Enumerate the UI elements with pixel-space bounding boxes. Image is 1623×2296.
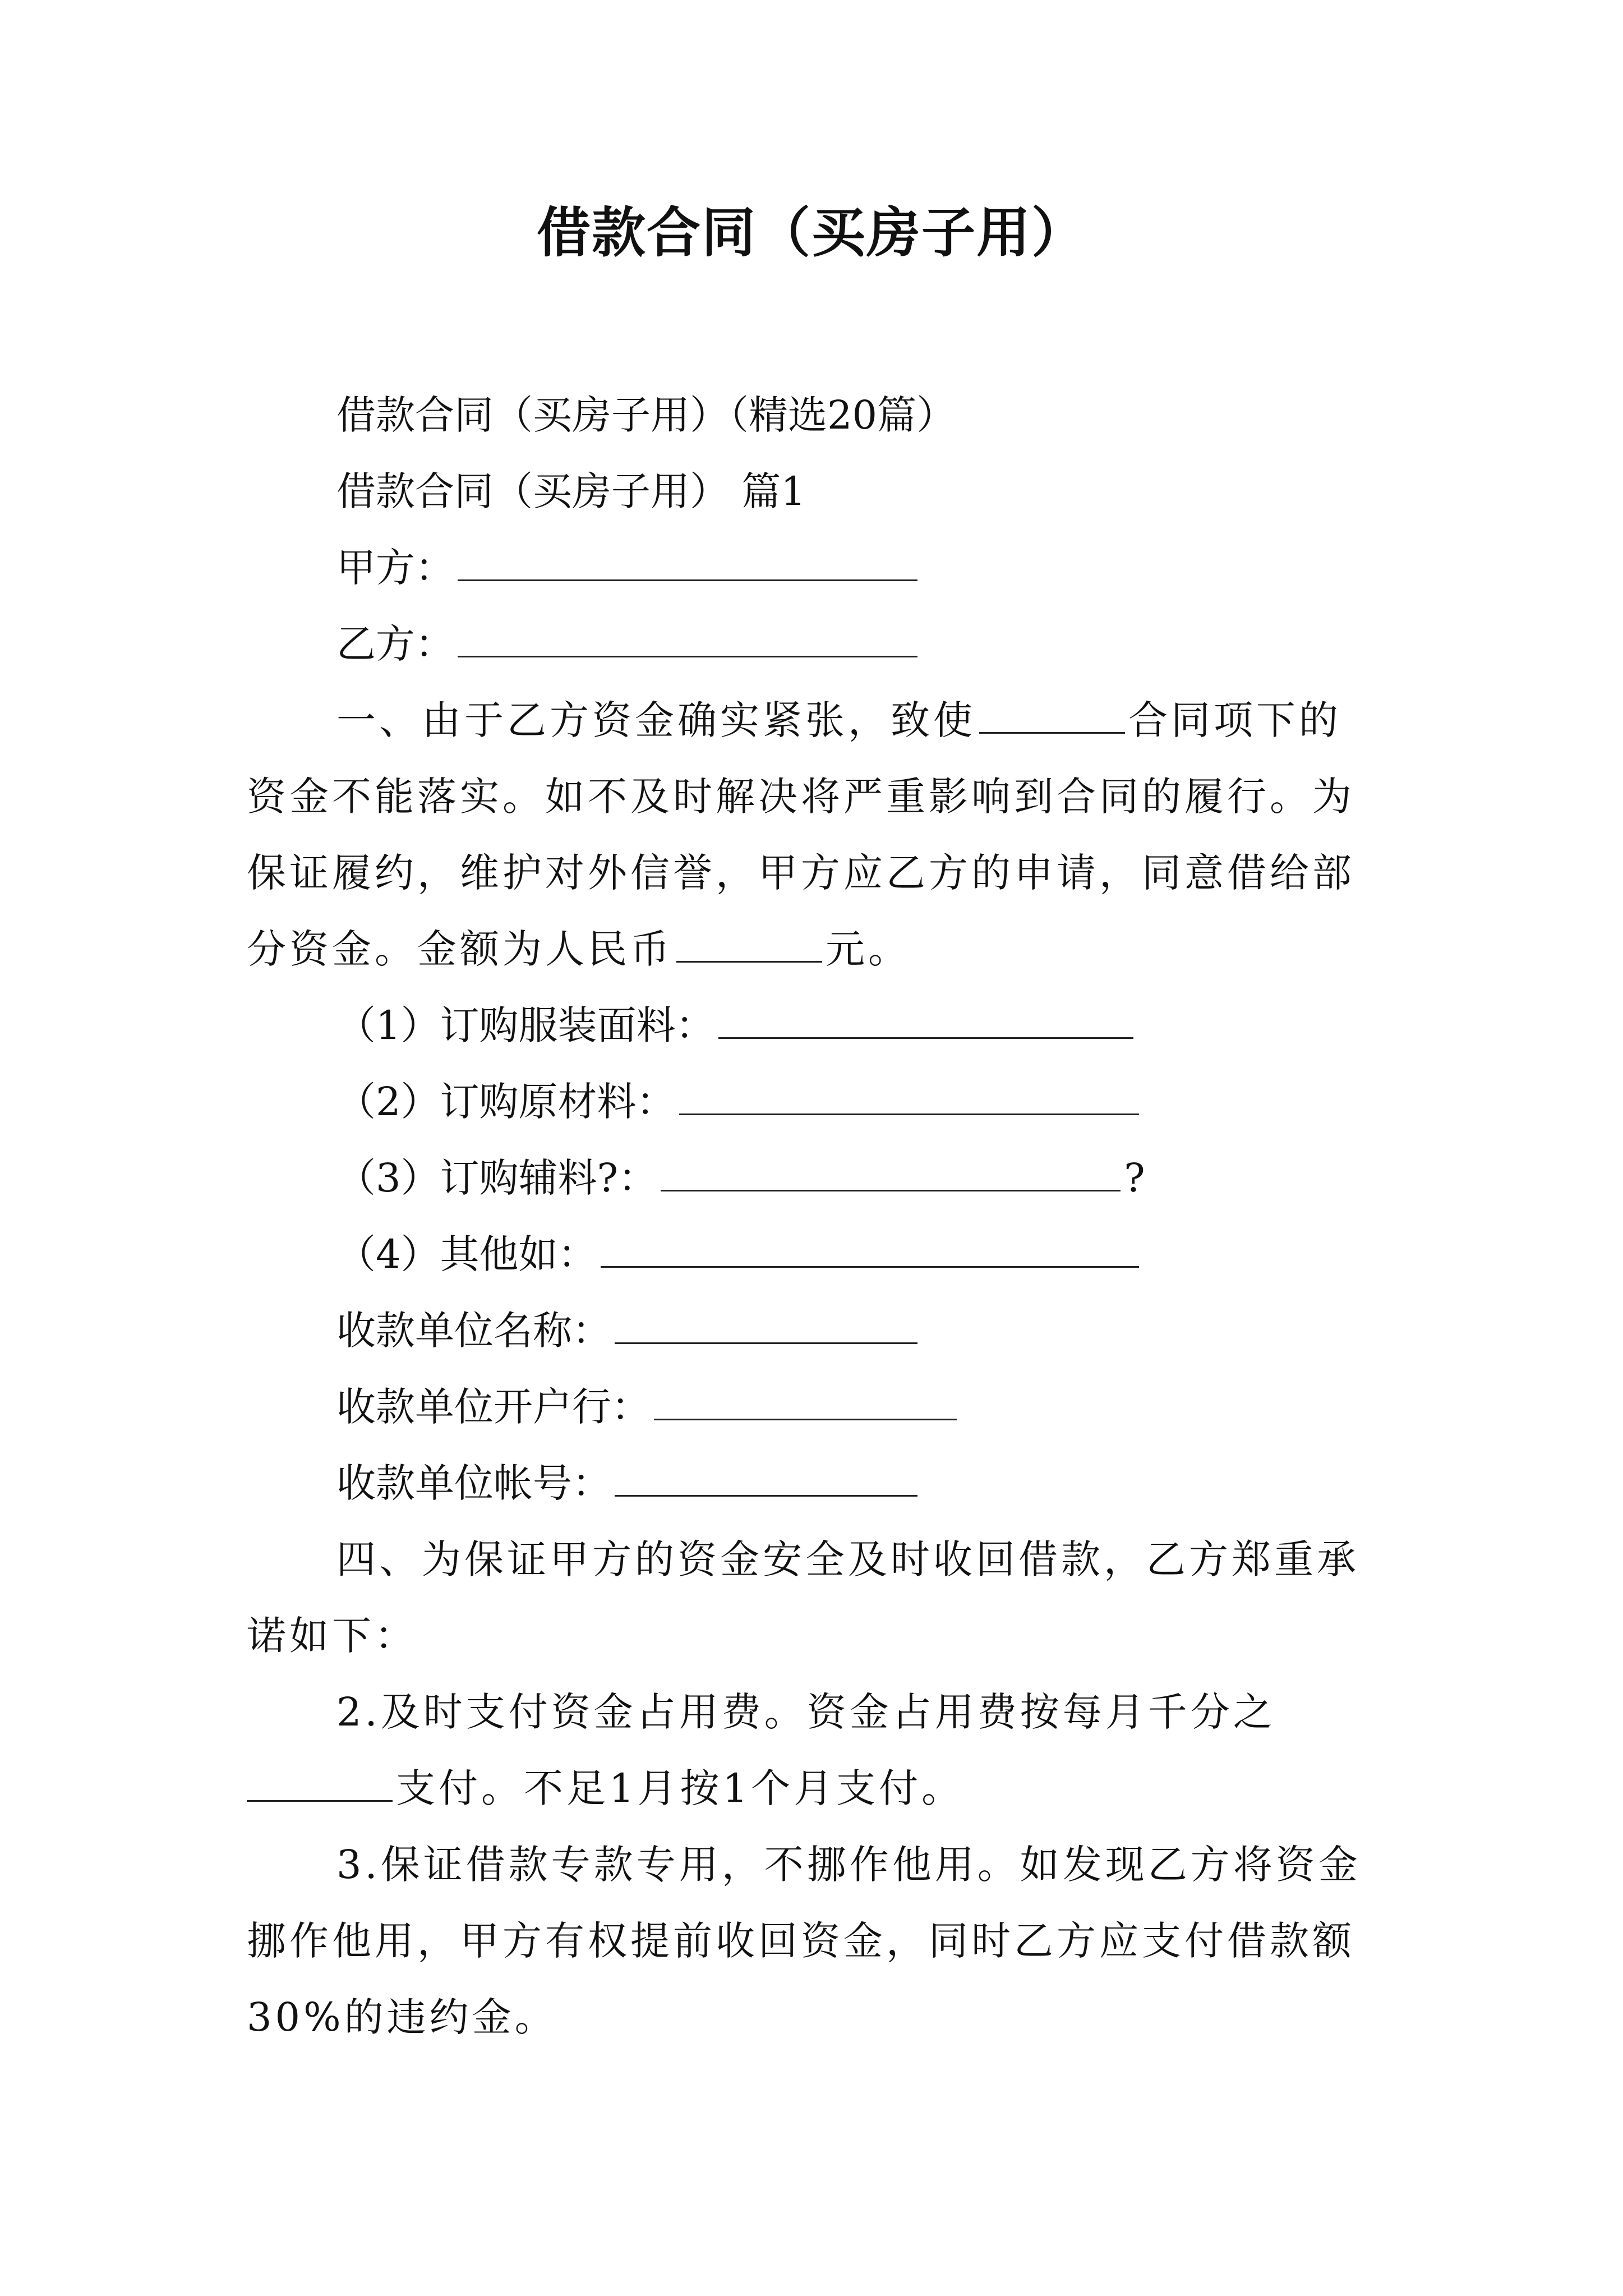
party-b-row (336, 616, 921, 672)
item-3-blank (661, 1190, 1121, 1191)
party-b-label: 乙方： (336, 621, 454, 667)
document-title: 借款合同（买房子用） (537, 201, 1086, 264)
clause1-line1 (336, 692, 1341, 748)
clause4-line2: 诺如下： (247, 1613, 417, 1659)
item-1-blank (718, 1037, 1133, 1039)
item-4-blank (601, 1266, 1139, 1268)
payee-account-blank (615, 1495, 917, 1497)
document-subtitle: 借款合同（买房子用）（精选20篇） (336, 392, 956, 438)
clause1-blank-project (979, 732, 1125, 734)
clause1-line2: 资金不能落实。如不及时解决将严重影响到合同的履行。为 (247, 774, 1355, 820)
item3-line3: 30%的违约金。 (247, 1994, 557, 2040)
item-1-label: （1）订购服装面料： (336, 1002, 715, 1048)
item-2-label: （2）订购原材料： (336, 1079, 676, 1125)
clause1-text-a: 一、由于乙方资金确实紧张，致使 (336, 697, 976, 743)
clause1-line4 (247, 921, 911, 977)
item2-rate-blank (247, 1800, 393, 1802)
item-4-row (336, 1226, 1142, 1282)
clause1-amount-unit: 元。 (826, 926, 911, 972)
chapter-heading: 借款合同（买房子用） 篇1 (336, 468, 806, 514)
item2-line2 (247, 1760, 964, 1816)
party-a-row (336, 540, 921, 596)
item-3-label: （3）订购辅料?： (336, 1155, 658, 1201)
party-a-blank (458, 579, 917, 581)
payee-bank-label: 收款单位开户行： (336, 1384, 651, 1430)
payee-name-row (336, 1303, 921, 1359)
clause1-text-b: 合同项下的 (1128, 697, 1341, 743)
clause1-amount-label: 分资金。金额为人民币 (247, 926, 673, 972)
payee-name-blank (615, 1342, 917, 1344)
party-b-blank (458, 656, 917, 657)
item3-line1: 3.保证借款专款专用，不挪作他用。如发现乙方将资金 (336, 1842, 1361, 1888)
item-3-row (336, 1150, 1145, 1206)
item2-line1: 2.及时支付资金占用费。资金占用费按每月千分之 (336, 1689, 1276, 1735)
payee-bank-blank (654, 1419, 957, 1420)
clause1-line3: 保证履约，维护对外信誉，甲方应乙方的申请，同意借给部 (247, 850, 1355, 896)
payee-account-label: 收款单位帐号： (336, 1460, 611, 1506)
item-4-label: （4）其他如： (336, 1231, 597, 1277)
payee-account-row (336, 1455, 921, 1511)
clause4-line1: 四、为保证甲方的资金安全及时收回借款，乙方郑重承 (336, 1536, 1359, 1582)
party-a-label: 甲方： (336, 545, 454, 591)
payee-name-label: 收款单位名称： (336, 1308, 611, 1354)
item2-text: 支付。不足1月按1个月支付。 (396, 1765, 965, 1811)
item-3-suffix: ? (1124, 1155, 1145, 1201)
item-1-row (336, 997, 1137, 1053)
item-2-blank (679, 1114, 1139, 1115)
clause1-amount-blank (676, 961, 822, 963)
item3-line2: 挪作他用，甲方有权提前收回资金，同时乙方应支付借款额 (247, 1918, 1355, 1964)
item-2-row (336, 1074, 1142, 1130)
payee-bank-row (336, 1379, 960, 1435)
